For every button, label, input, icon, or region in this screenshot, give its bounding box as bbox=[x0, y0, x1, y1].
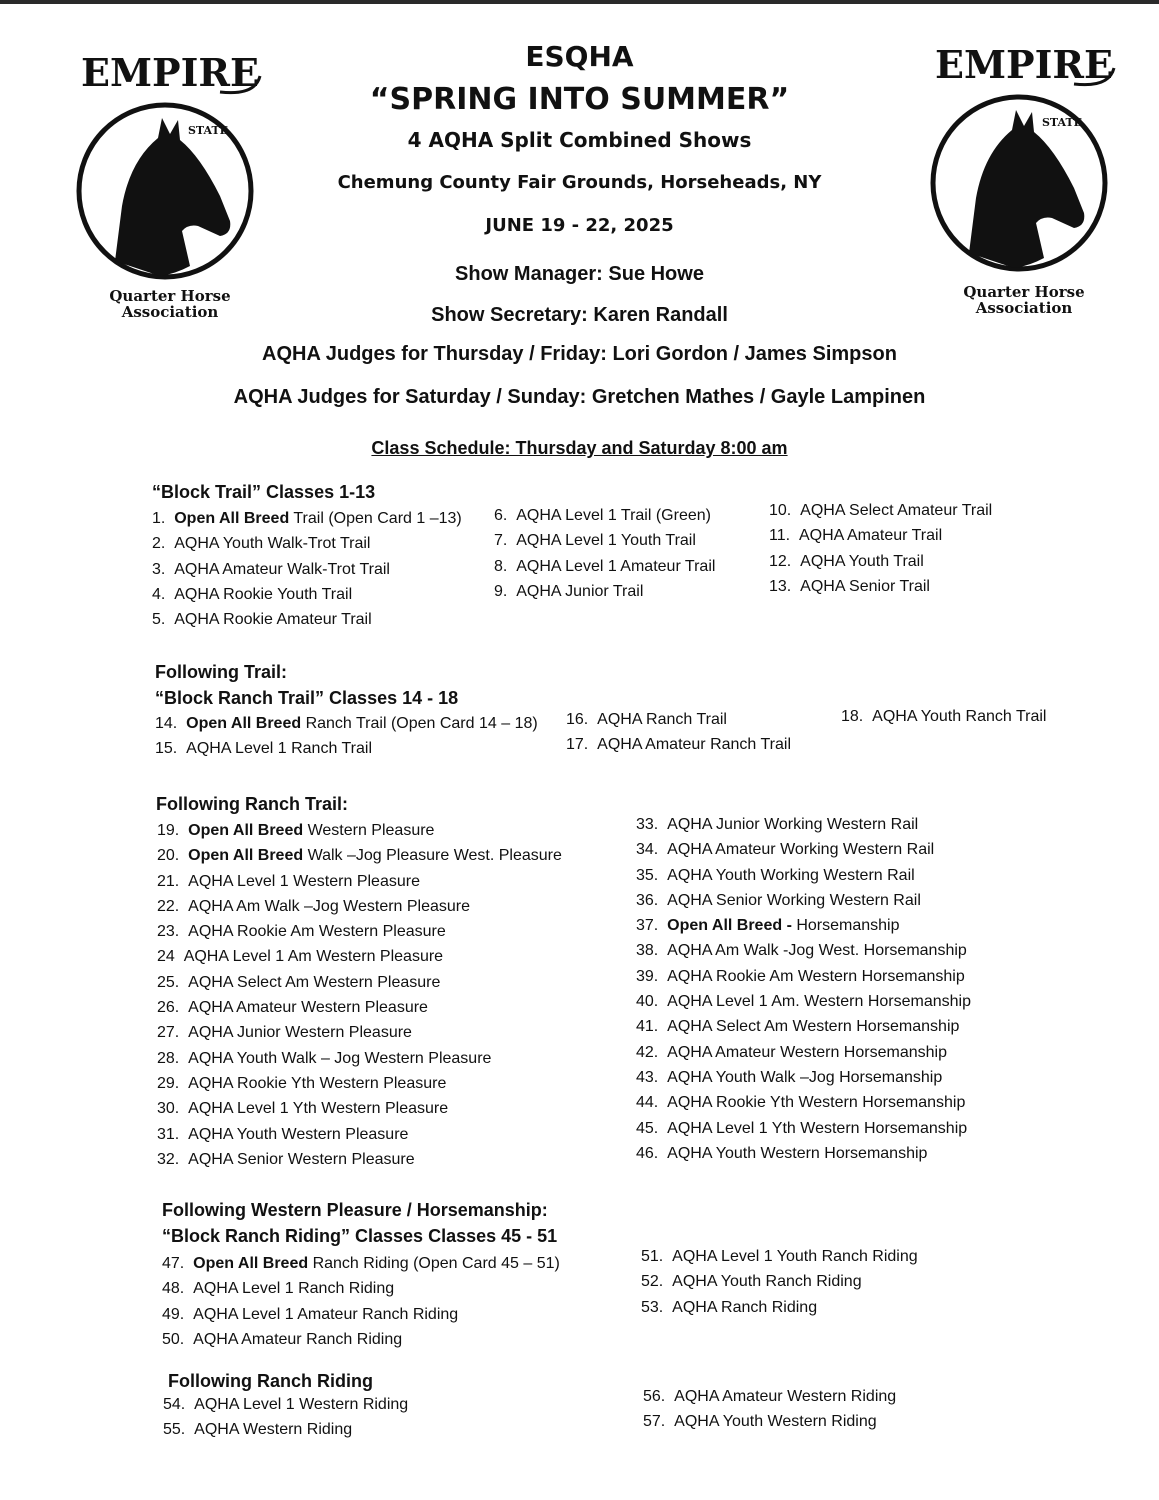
class-number: 44. bbox=[636, 1094, 659, 1112]
class-name: AQHA Youth Western Horsemanship bbox=[667, 1144, 928, 1162]
class-number: 21. bbox=[157, 872, 180, 890]
logo-caption-line2: Association bbox=[975, 299, 1073, 317]
class-item bbox=[769, 574, 992, 599]
class-name: AQHA Select Amateur Trail bbox=[800, 502, 993, 519]
class-number: 5. bbox=[152, 611, 166, 629]
show-secretary: Show Secretary: Karen Randall bbox=[431, 304, 728, 326]
class-item bbox=[152, 557, 462, 582]
class-column bbox=[494, 503, 715, 604]
class-bold-prefix: Open All Breed bbox=[193, 1255, 309, 1272]
class-name: AQHA Level 1 Trail (Green) bbox=[516, 507, 711, 524]
class-name: Ranch Riding (Open Card 45 – 51) bbox=[308, 1255, 560, 1272]
class-item bbox=[157, 1122, 562, 1147]
class-item bbox=[636, 1090, 971, 1115]
class-name: AQHA Amateur Working Western Rail bbox=[667, 841, 935, 859]
class-name: AQHA Western Riding bbox=[194, 1421, 353, 1439]
class-name: Trail (Open Card 1 –13) bbox=[289, 510, 462, 527]
class-number: 14. bbox=[155, 715, 178, 732]
class-item bbox=[152, 607, 462, 632]
class-number: 1. bbox=[152, 510, 166, 527]
class-item bbox=[643, 1409, 896, 1434]
class-number: 45. bbox=[636, 1119, 659, 1137]
class-name: AQHA Senior Working Western Rail bbox=[667, 891, 921, 909]
class-item bbox=[494, 528, 715, 553]
logo-state-text: STATE bbox=[187, 124, 229, 137]
class-item bbox=[636, 888, 971, 913]
class-item bbox=[641, 1295, 918, 1320]
class-number: 57. bbox=[643, 1413, 666, 1431]
show-manager: Show Manager: Sue Howe bbox=[455, 263, 704, 285]
class-item bbox=[636, 938, 971, 963]
logo-caption-line2: Association bbox=[121, 303, 219, 321]
class-name: AQHA Am Walk –Jog Western Pleasure bbox=[188, 897, 471, 915]
class-item bbox=[162, 1302, 560, 1327]
logo-wordmark: EMPIRE bbox=[81, 56, 259, 95]
class-bold-prefix: Open All Breed bbox=[188, 822, 304, 839]
class-number: 19. bbox=[157, 822, 180, 839]
class-item bbox=[636, 913, 971, 938]
class-column bbox=[643, 1384, 896, 1435]
class-item bbox=[155, 711, 538, 736]
class-item bbox=[157, 1096, 562, 1121]
class-item bbox=[162, 1251, 560, 1276]
class-name: AQHA Amateur Western Riding bbox=[674, 1388, 897, 1405]
class-item bbox=[636, 837, 971, 862]
class-item bbox=[636, 1014, 971, 1039]
class-number: 39. bbox=[636, 967, 659, 985]
class-number: 12. bbox=[769, 552, 792, 570]
class-number: 22. bbox=[157, 897, 180, 915]
class-name: AQHA Level 1 Western Pleasure bbox=[188, 872, 420, 890]
class-name: AQHA Amateur Western Horsemanship bbox=[667, 1043, 947, 1061]
class-number: 55. bbox=[163, 1421, 186, 1439]
class-item bbox=[157, 995, 562, 1020]
class-item bbox=[152, 531, 462, 556]
class-name: AQHA Junior Trail bbox=[516, 582, 644, 600]
class-column bbox=[162, 1251, 560, 1352]
class-item bbox=[157, 919, 562, 944]
class-name: AQHA Youth Trail bbox=[800, 552, 924, 570]
class-name: AQHA Youth Western Riding bbox=[674, 1413, 877, 1431]
class-column bbox=[152, 506, 462, 632]
class-number: 42. bbox=[636, 1043, 659, 1061]
class-number: 17. bbox=[566, 736, 589, 754]
class-number: 10. bbox=[769, 502, 792, 519]
class-item bbox=[157, 944, 562, 969]
class-name: AQHA Level 1 Yth Western Pleasure bbox=[188, 1100, 449, 1118]
class-number: 20. bbox=[157, 847, 180, 865]
class-item bbox=[636, 1141, 971, 1166]
class-item bbox=[494, 503, 715, 528]
class-name: AQHA Level 1 Am. Western Horsemanship bbox=[667, 993, 971, 1011]
section-title: Following Ranch Riding bbox=[168, 1371, 373, 1391]
class-name: AQHA Level 1 Youth Ranch Riding bbox=[672, 1248, 918, 1265]
class-name: AQHA Senior Western Pleasure bbox=[188, 1150, 415, 1168]
class-name: AQHA Rookie Yth Western Horsemanship bbox=[667, 1094, 966, 1112]
class-name: AQHA Level 1 Western Riding bbox=[194, 1396, 409, 1413]
class-number: 48. bbox=[162, 1280, 185, 1298]
class-name: AQHA Amateur Ranch Riding bbox=[193, 1330, 403, 1348]
class-number: 52. bbox=[641, 1273, 664, 1291]
class-item bbox=[769, 549, 992, 574]
class-number: 13. bbox=[769, 577, 792, 595]
class-number: 2. bbox=[152, 535, 166, 553]
class-item bbox=[157, 843, 562, 868]
class-schedule-heading: Class Schedule: Thursday and Saturday 8:00 am bbox=[371, 438, 788, 458]
class-number: 9. bbox=[494, 582, 508, 600]
class-number: 11. bbox=[769, 527, 791, 545]
dates-line: JUNE 19 - 22, 2025 bbox=[485, 215, 674, 236]
class-name: AQHA Youth Ranch Trail bbox=[872, 708, 1047, 725]
class-name: Ranch Trail (Open Card 14 – 18) bbox=[301, 715, 538, 732]
class-number: 38. bbox=[636, 942, 659, 960]
class-item bbox=[641, 1269, 918, 1294]
class-number: 6. bbox=[494, 507, 508, 524]
class-name: AQHA Select Am Western Horsemanship bbox=[667, 1018, 960, 1036]
class-number: 25. bbox=[157, 973, 180, 991]
class-name: Walk –Jog Pleasure West. Pleasure bbox=[303, 847, 562, 865]
shows-line: 4 AQHA Split Combined Shows bbox=[407, 128, 752, 152]
class-number: 50. bbox=[162, 1330, 185, 1348]
class-name: AQHA Rookie Amateur Trail bbox=[174, 611, 372, 629]
class-number: 54. bbox=[163, 1396, 186, 1413]
class-name: AQHA Level 1 Amateur Ranch Riding bbox=[193, 1305, 459, 1323]
class-number: 28. bbox=[157, 1049, 180, 1067]
judges-sat-sun: AQHA Judges for Saturday / Sunday: Gretchen Mathes / Gayle Lampinen bbox=[233, 386, 926, 408]
class-column bbox=[769, 498, 992, 599]
class-number: 49. bbox=[162, 1305, 185, 1323]
class-name: AQHA Level 1 Am Western Pleasure bbox=[183, 948, 444, 966]
section-title: Following Trail: bbox=[155, 662, 287, 682]
class-column bbox=[841, 704, 1046, 729]
class-bold-prefix: Open All Breed bbox=[188, 847, 304, 865]
class-number: 43. bbox=[636, 1068, 659, 1086]
class-item bbox=[636, 863, 971, 888]
class-number: 46. bbox=[636, 1144, 659, 1162]
logo-caption-line1: Quarter Horse bbox=[963, 283, 1085, 301]
page-title: ESQHA bbox=[525, 40, 634, 73]
class-name: AQHA Rookie Yth Western Pleasure bbox=[188, 1074, 447, 1092]
class-number: 41. bbox=[636, 1018, 659, 1036]
class-number: 37. bbox=[636, 917, 659, 935]
class-number: 47. bbox=[162, 1255, 185, 1272]
class-number: 32. bbox=[157, 1150, 180, 1168]
class-name: Western Pleasure bbox=[303, 822, 435, 839]
class-name: AQHA Level 1 Ranch Trail bbox=[186, 740, 373, 758]
class-item bbox=[155, 736, 538, 761]
class-item bbox=[157, 869, 562, 894]
judges-thu-fri: AQHA Judges for Thursday / Friday: Lori Gordon / James Simpson bbox=[262, 343, 897, 365]
class-number: 40. bbox=[636, 993, 659, 1011]
class-number: 27. bbox=[157, 1024, 180, 1042]
event-subtitle: “SPRING INTO SUMMER” bbox=[369, 82, 790, 117]
top-border-line bbox=[0, 0, 1159, 4]
class-item bbox=[494, 554, 715, 579]
class-number: 26. bbox=[157, 999, 180, 1017]
class-item bbox=[157, 894, 562, 919]
class-column bbox=[636, 812, 971, 1166]
class-number: 7. bbox=[494, 532, 508, 550]
class-number: 23. bbox=[157, 923, 180, 941]
class-item bbox=[162, 1327, 560, 1352]
class-number: 16. bbox=[566, 711, 589, 728]
logo-wordmark: EMPIRE bbox=[935, 48, 1113, 87]
class-name: AQHA Amateur Trail bbox=[798, 527, 943, 545]
class-number: 51. bbox=[641, 1248, 664, 1265]
class-name: AQHA Level 1 Youth Trail bbox=[516, 532, 696, 550]
class-name: AQHA Rookie Am Western Pleasure bbox=[188, 923, 446, 941]
class-item bbox=[157, 1071, 562, 1096]
class-number: 30. bbox=[157, 1100, 180, 1118]
class-bold-prefix: Open All Breed bbox=[186, 715, 302, 732]
class-item bbox=[636, 1065, 971, 1090]
section-title: Following Western Pleasure / Horsemanship: bbox=[162, 1200, 548, 1220]
class-number: 33. bbox=[636, 816, 659, 833]
class-name: Horsemanship bbox=[791, 917, 900, 935]
class-number: 31. bbox=[157, 1125, 180, 1143]
class-name: AQHA Youth Western Pleasure bbox=[188, 1125, 409, 1143]
class-item bbox=[566, 707, 791, 732]
class-item bbox=[163, 1392, 408, 1417]
class-item bbox=[643, 1384, 896, 1409]
class-name: AQHA Amateur Western Pleasure bbox=[188, 999, 428, 1017]
class-name: AQHA Youth Ranch Riding bbox=[672, 1273, 862, 1291]
class-name: AQHA Ranch Riding bbox=[672, 1298, 818, 1316]
class-item bbox=[636, 989, 971, 1014]
class-item bbox=[157, 818, 562, 843]
class-name: AQHA Amateur Ranch Trail bbox=[597, 736, 791, 754]
class-item bbox=[163, 1417, 408, 1442]
class-name: AQHA Youth Walk-Trot Trail bbox=[174, 535, 371, 553]
class-name: AQHA Junior Working Western Rail bbox=[667, 816, 919, 833]
class-name: AQHA Level 1 Ranch Riding bbox=[193, 1280, 395, 1298]
class-number: 4. bbox=[152, 585, 166, 603]
class-item bbox=[769, 498, 992, 523]
class-number: 15. bbox=[155, 740, 178, 758]
class-name: AQHA Level 1 Amateur Trail bbox=[516, 557, 716, 575]
class-item bbox=[157, 1046, 562, 1071]
class-column bbox=[641, 1244, 918, 1320]
class-name: AQHA Level 1 Yth Western Horsemanship bbox=[667, 1119, 968, 1137]
class-item bbox=[162, 1276, 560, 1301]
class-item bbox=[494, 579, 715, 604]
section-title: “Block Trail” Classes 1-13 bbox=[152, 482, 376, 502]
class-number: 24 bbox=[157, 948, 175, 966]
class-number: 3. bbox=[152, 560, 166, 578]
class-name: AQHA Rookie Am Western Horsemanship bbox=[667, 967, 965, 985]
section-title: “Block Ranch Trail” Classes 14 - 18 bbox=[155, 688, 459, 708]
venue-line: Chemung County Fair Grounds, Horseheads, NY bbox=[337, 172, 822, 193]
class-name: AQHA Junior Western Pleasure bbox=[188, 1024, 412, 1042]
class-number: 34. bbox=[636, 841, 659, 859]
class-name: AQHA Youth Walk – Jog Western Pleasure bbox=[188, 1049, 492, 1067]
class-item bbox=[769, 523, 992, 548]
class-number: 53. bbox=[641, 1298, 664, 1316]
class-item bbox=[636, 1116, 971, 1141]
class-name: AQHA Senior Trail bbox=[800, 577, 930, 595]
class-column bbox=[155, 711, 538, 762]
class-item bbox=[636, 812, 971, 837]
class-number: 29. bbox=[157, 1074, 180, 1092]
class-name: AQHA Youth Working Western Rail bbox=[667, 866, 915, 884]
class-item bbox=[636, 964, 971, 989]
class-column bbox=[157, 818, 562, 1172]
class-number: 36. bbox=[636, 891, 659, 909]
class-name: AQHA Amateur Walk-Trot Trail bbox=[174, 560, 390, 578]
class-name: AQHA Youth Walk –Jog Horsemanship bbox=[667, 1068, 943, 1086]
class-item bbox=[566, 732, 791, 757]
section-title: Following Ranch Trail: bbox=[156, 794, 349, 814]
class-item bbox=[641, 1244, 918, 1269]
class-number: 18. bbox=[841, 708, 864, 725]
class-item bbox=[157, 1020, 562, 1045]
logo-caption-line1: Quarter Horse bbox=[109, 287, 231, 305]
class-item bbox=[841, 704, 1046, 729]
class-bold-prefix: Open All Breed - bbox=[667, 917, 792, 935]
class-item bbox=[157, 970, 562, 995]
class-name: AQHA Ranch Trail bbox=[597, 711, 727, 728]
class-column bbox=[566, 707, 791, 758]
class-item bbox=[152, 582, 462, 607]
class-name: AQHA Am Walk -Jog West. Horsemanship bbox=[667, 942, 967, 960]
class-item bbox=[152, 506, 462, 531]
class-name: AQHA Select Am Western Pleasure bbox=[188, 973, 441, 991]
class-name: AQHA Rookie Youth Trail bbox=[174, 585, 353, 603]
class-bold-prefix: Open All Breed bbox=[174, 510, 290, 527]
logo-state-text: STATE bbox=[1041, 116, 1083, 129]
class-number: 8. bbox=[494, 557, 508, 575]
class-column bbox=[163, 1392, 408, 1443]
class-item bbox=[157, 1147, 562, 1172]
class-number: 35. bbox=[636, 866, 659, 884]
class-number: 56. bbox=[643, 1388, 666, 1405]
class-item bbox=[636, 1040, 971, 1065]
section-title: “Block Ranch Riding” Classes Classes 45 - 51 bbox=[162, 1226, 558, 1246]
